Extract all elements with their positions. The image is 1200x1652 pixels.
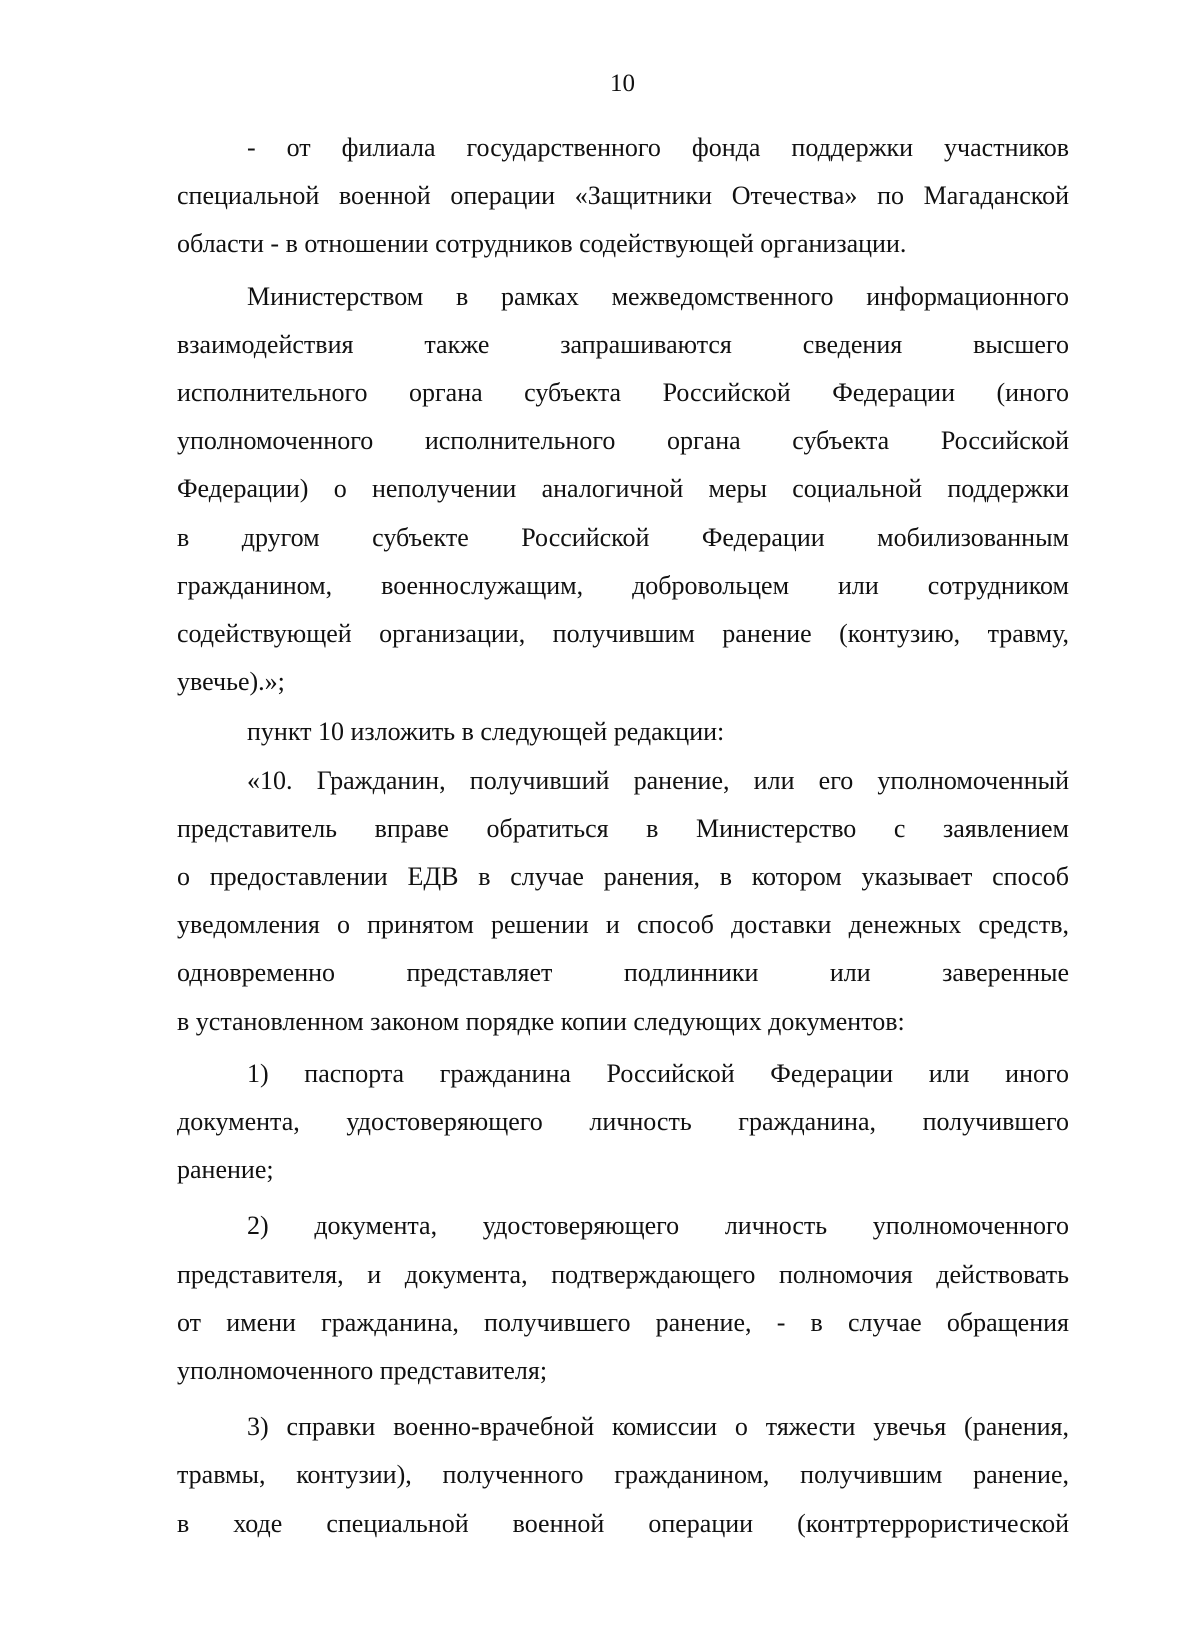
text-line: Федерации) о неполучении аналогичной меры социальной поддержки xyxy=(177,474,1069,504)
text-line: исполнительного органа субъекта Российской Федерации (иного xyxy=(177,378,1069,408)
page-number: 10 xyxy=(610,70,635,97)
text-line: содействующей организации, получившим ранение (контузию, травму, xyxy=(177,619,1069,649)
text-line: пункт 10 изложить в следующей редакции: xyxy=(247,717,725,747)
text-line: 3) справки военно-врачебной комиссии о тяжести увечья (ранения, xyxy=(247,1412,1069,1442)
list-item-2-representative xyxy=(177,1202,1069,1395)
text-line: специальной военной операции «Защитники Отечества» по Магаданской xyxy=(177,181,1069,211)
paragraph-point-10-intro xyxy=(177,708,1069,756)
text-line: уполномоченного исполнительного органа субъекта Российской xyxy=(177,426,1069,456)
text-line: взаимодействия также запрашиваются сведения высшего xyxy=(177,329,1069,359)
text-line: в ходе специальной военной операции (контртеррористической xyxy=(177,1508,1069,1538)
list-item-3-medical-certificate xyxy=(177,1403,1069,1548)
text-line: уведомления о принятом решении и способ доставки денежных средств, xyxy=(177,910,1069,940)
text-line: одновременно представляет подлинники или заверенные xyxy=(177,958,1069,988)
text-line: 2) документа, удостоверяющего личность уполномоченного xyxy=(247,1211,1069,1241)
text-line: представитель вправе обратиться в Министерство с заявлением xyxy=(177,813,1069,843)
text-line: представителя, и документа, подтверждающего полномочия действовать xyxy=(177,1259,1069,1289)
paragraph-interagency-request xyxy=(177,273,1069,707)
paragraph-point-10-text xyxy=(177,757,1069,1046)
text-line: травмы, контузии), полученного гражданином, получившим ранение, xyxy=(177,1460,1069,1490)
text-line: в другом субъекте Российской Федерации мобилизованным xyxy=(177,522,1069,552)
text-line: в установленном законом порядке копии следующих документов: xyxy=(177,1006,905,1036)
list-item-1-passport xyxy=(177,1050,1069,1195)
text-line: ранение; xyxy=(177,1155,274,1185)
paragraph-fund-branch xyxy=(177,124,1069,269)
text-line: области - в отношении сотрудников содействующей организации. xyxy=(177,229,907,259)
text-line: гражданином, военнослужащим, добровольцем или сотрудником xyxy=(177,570,1069,600)
text-line: о предоставлении ЕДВ в случае ранения, в котором указывает способ xyxy=(177,862,1069,892)
text-line: - от филиала государственного фонда поддержки участников xyxy=(247,133,1069,162)
text-line: 1) паспорта гражданина Российской Федерации или иного xyxy=(247,1058,1069,1088)
text-line: уполномоченного представителя; xyxy=(177,1356,548,1386)
text-line: документа, удостоверяющего личность гражданина, получившего xyxy=(177,1107,1069,1137)
text-line: от имени гражданина, получившего ранение, - в случае обращения xyxy=(177,1307,1069,1337)
document-body xyxy=(177,124,1069,1548)
text-line: «10. Гражданин, получивший ранение, или его уполномоченный xyxy=(247,765,1069,795)
text-line: Министерством в рамках межведомственного информационного xyxy=(247,281,1069,311)
text-line: увечье).»; xyxy=(177,667,285,697)
